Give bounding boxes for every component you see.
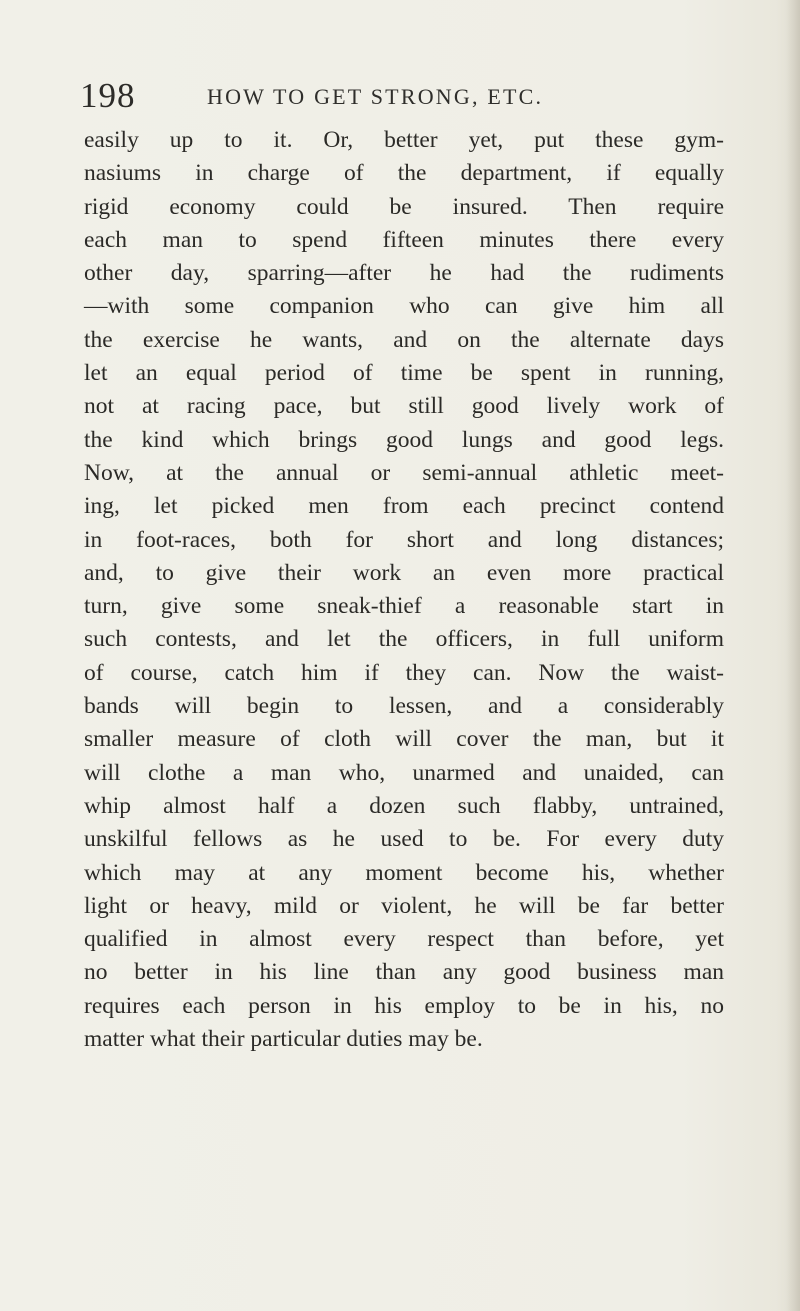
text-line: Now, at the annual or semi-annual athletic meet- [84,459,724,486]
text-line: bands will begin to lessen, and a considerably [84,693,724,720]
text-line: other day, sparring—after he had the rudiments [84,260,724,287]
text-line: ing, let picked men from each precinct contend [84,493,724,520]
text-line: will clothe a man who, unarmed and unaided, can [84,759,724,786]
text-line: easily up to it. Or, better yet, put these gym- [84,127,724,153]
text-line: whip almost half a dozen such flabby, untrained, [84,792,724,819]
text-line: turn, give some sneak-thief a reasonable start in [84,593,724,620]
text-line: such contests, and let the officers, in full uniform [84,626,724,653]
text-line: no better in his line than any good business man [84,959,724,986]
text-line: each man to spend fifteen minutes there every [84,226,724,253]
page-edge-shadow [786,0,800,1311]
text-line: requires each person in his employ to be in his, no [84,992,724,1019]
running-title: HOW TO GET STRONG, ETC. [207,84,544,109]
text-line: the exercise he wants, and on the alternate days [84,326,724,353]
text-line: smaller measure of cloth will cover the man, but it [84,726,724,753]
text-line: light or heavy, mild or violent, he will be far better [84,892,724,919]
text-line: not at racing pace, but still good lively work of [84,393,724,420]
page-number: 198 [80,76,136,115]
text-line: —with some companion who can give him all [84,293,724,320]
text-line: nasiums in charge of the department, if equally [84,160,724,187]
text-line: matter what their particular duties may be. [84,1026,483,1053]
text-line: qualified in almost every respect than before, yet [84,926,724,953]
body-paragraph [84,124,724,1056]
running-head [80,76,720,116]
text-line: rigid economy could be insured. Then require [84,193,724,220]
text-line: which may at any moment become his, whether [84,859,724,886]
text-line: the kind which brings good lungs and good legs. [84,426,724,453]
text-line: in foot-races, both for short and long distances; [84,526,724,553]
text-line: let an equal period of time be spent in running, [84,360,724,387]
text-line: and, to give their work an even more practical [84,559,724,586]
text-line: of course, catch him if they can. Now the waist- [84,659,724,686]
text-line: unskilful fellows as he used to be. For every duty [84,826,724,853]
